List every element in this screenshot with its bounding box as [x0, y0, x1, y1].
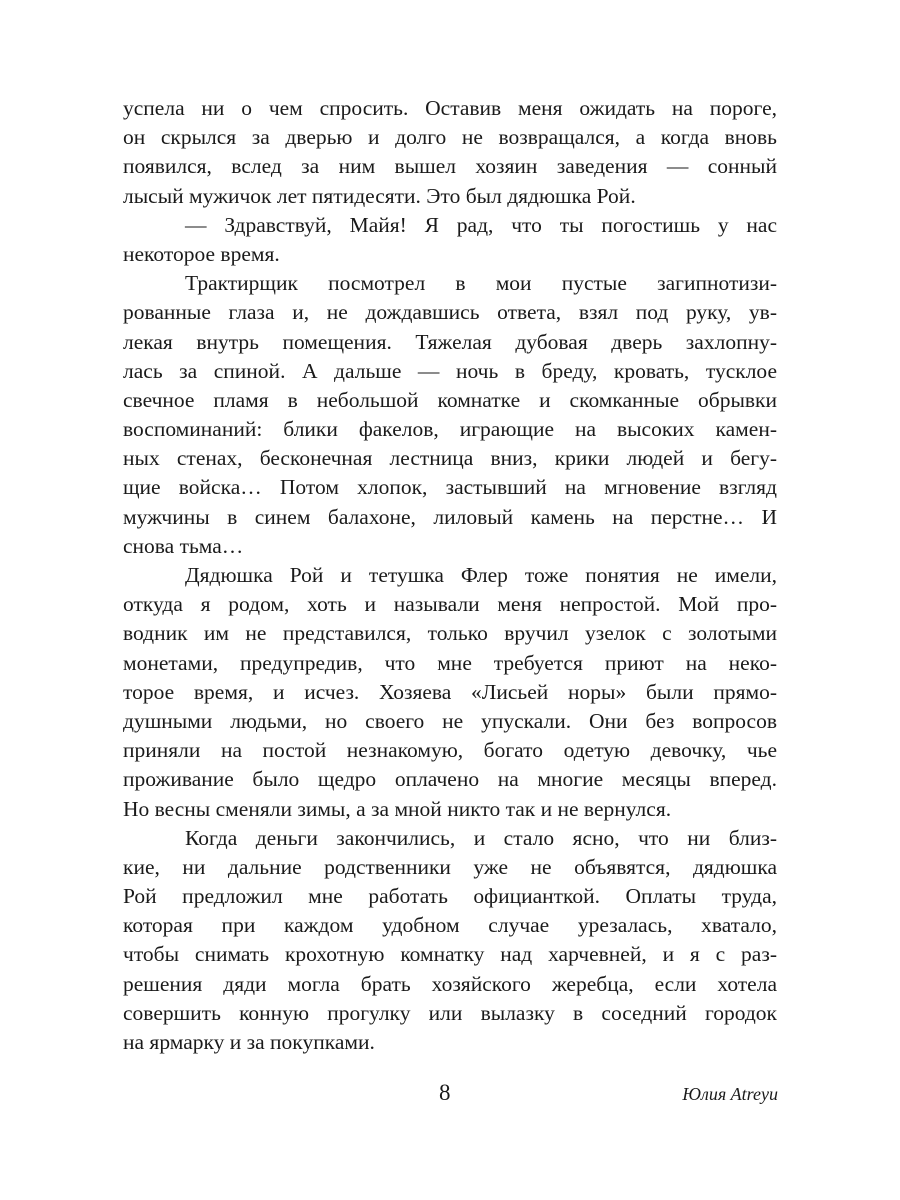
- text-line: рованные глаза и, не дождавшись ответа, взял под руку, ув-: [123, 300, 777, 325]
- text-line: торое время, и исчез. Хозяева «Лисьей норы» были прямо-: [123, 679, 777, 704]
- text-line: лась за спиной. А дальше — ночь в бреду, кровать, тусклое: [123, 358, 777, 383]
- paragraph: [123, 94, 777, 211]
- text-line: монетами, предупредив, что мне требуется приют на неко-: [123, 650, 777, 675]
- text-line: водник им не представился, только вручил узелок с золотыми: [123, 621, 777, 646]
- text-line: решения дяди могла брать хозяйского жеребца, если хотела: [123, 971, 777, 996]
- text-line: некоторое время.: [123, 241, 280, 266]
- text-line: совершить конную прогулку или вылазку в соседний городок: [123, 1000, 777, 1025]
- text-line: Трактирщик посмотрел в мои пустые загипнотизи-: [185, 271, 777, 296]
- text-line: кие, ни дальние родственники уже не объявятся, дядюшка: [123, 854, 777, 879]
- text-line: лысый мужичок лет пятидесяти. Это был дядюшка Рой.: [123, 183, 636, 208]
- text-line: появился, вслед за ним вышел хозяин заведения — сонный: [123, 154, 777, 179]
- text-line: душными людьми, но своего не упускали. Они без вопросов: [123, 708, 777, 733]
- text-line: успела ни о чем спросить. Оставив меня ожидать на пороге,: [123, 96, 777, 120]
- text-line: откуда я родом, хоть и называли меня непростой. Мой про-: [123, 592, 777, 617]
- page-number: 8: [439, 1080, 451, 1105]
- paragraph: [123, 211, 777, 269]
- text-line: — Здравствуй, Майя! Я рад, что ты погостишь у нас: [185, 212, 777, 237]
- text-line: Когда деньги закончились, и стало ясно, что ни близ-: [185, 825, 777, 850]
- text-line: свечное пламя в небольшой комнатке и скомканные обрывки: [123, 387, 777, 412]
- text-line: щие войска… Потом хлопок, застывший на мгновение взгляд: [123, 475, 777, 500]
- paragraph: [123, 561, 777, 824]
- text-line: Дядюшка Рой и тетушка Флер тоже понятия не имели,: [185, 563, 777, 587]
- paragraph: [123, 824, 777, 1058]
- text-line: Но весны сменяли зимы, а за мной никто так и не вернулся.: [123, 796, 672, 821]
- text-line: Рой предложил мне работать официанткой. Оплаты труда,: [123, 884, 777, 909]
- running-footer-author: Юлия Atreyu: [682, 1084, 778, 1104]
- text-line: снова тьма…: [123, 533, 244, 558]
- paragraph: [123, 269, 777, 561]
- text-line: на ярмарку и за покупками.: [123, 1030, 375, 1054]
- text-line: мужчины в синем балахоне, лиловый камень на перстне… И: [123, 504, 777, 529]
- text-line: лекая внутрь помещения. Тяжелая дубовая дверь захлопну-: [123, 329, 777, 354]
- text-line: воспоминаний: блики факелов, играющие на высоких камен-: [123, 417, 777, 442]
- text-line: приняли на постой незнакомую, богато одетую девочку, чье: [123, 738, 777, 763]
- text-line: проживание было щедро оплачено на многие месяцы вперед.: [123, 767, 777, 792]
- page-body: [123, 94, 777, 1057]
- text-line: ных стенах, бесконечная лестница вниз, крики людей и бегу-: [123, 446, 777, 471]
- text-line: которая при каждом удобном случае урезалась, хватало,: [123, 913, 777, 938]
- text-line: чтобы снимать крохотную комнатку над харчевней, и я с раз-: [123, 942, 777, 967]
- text-line: он скрылся за дверью и долго не возвращался, а когда вновь: [123, 125, 777, 150]
